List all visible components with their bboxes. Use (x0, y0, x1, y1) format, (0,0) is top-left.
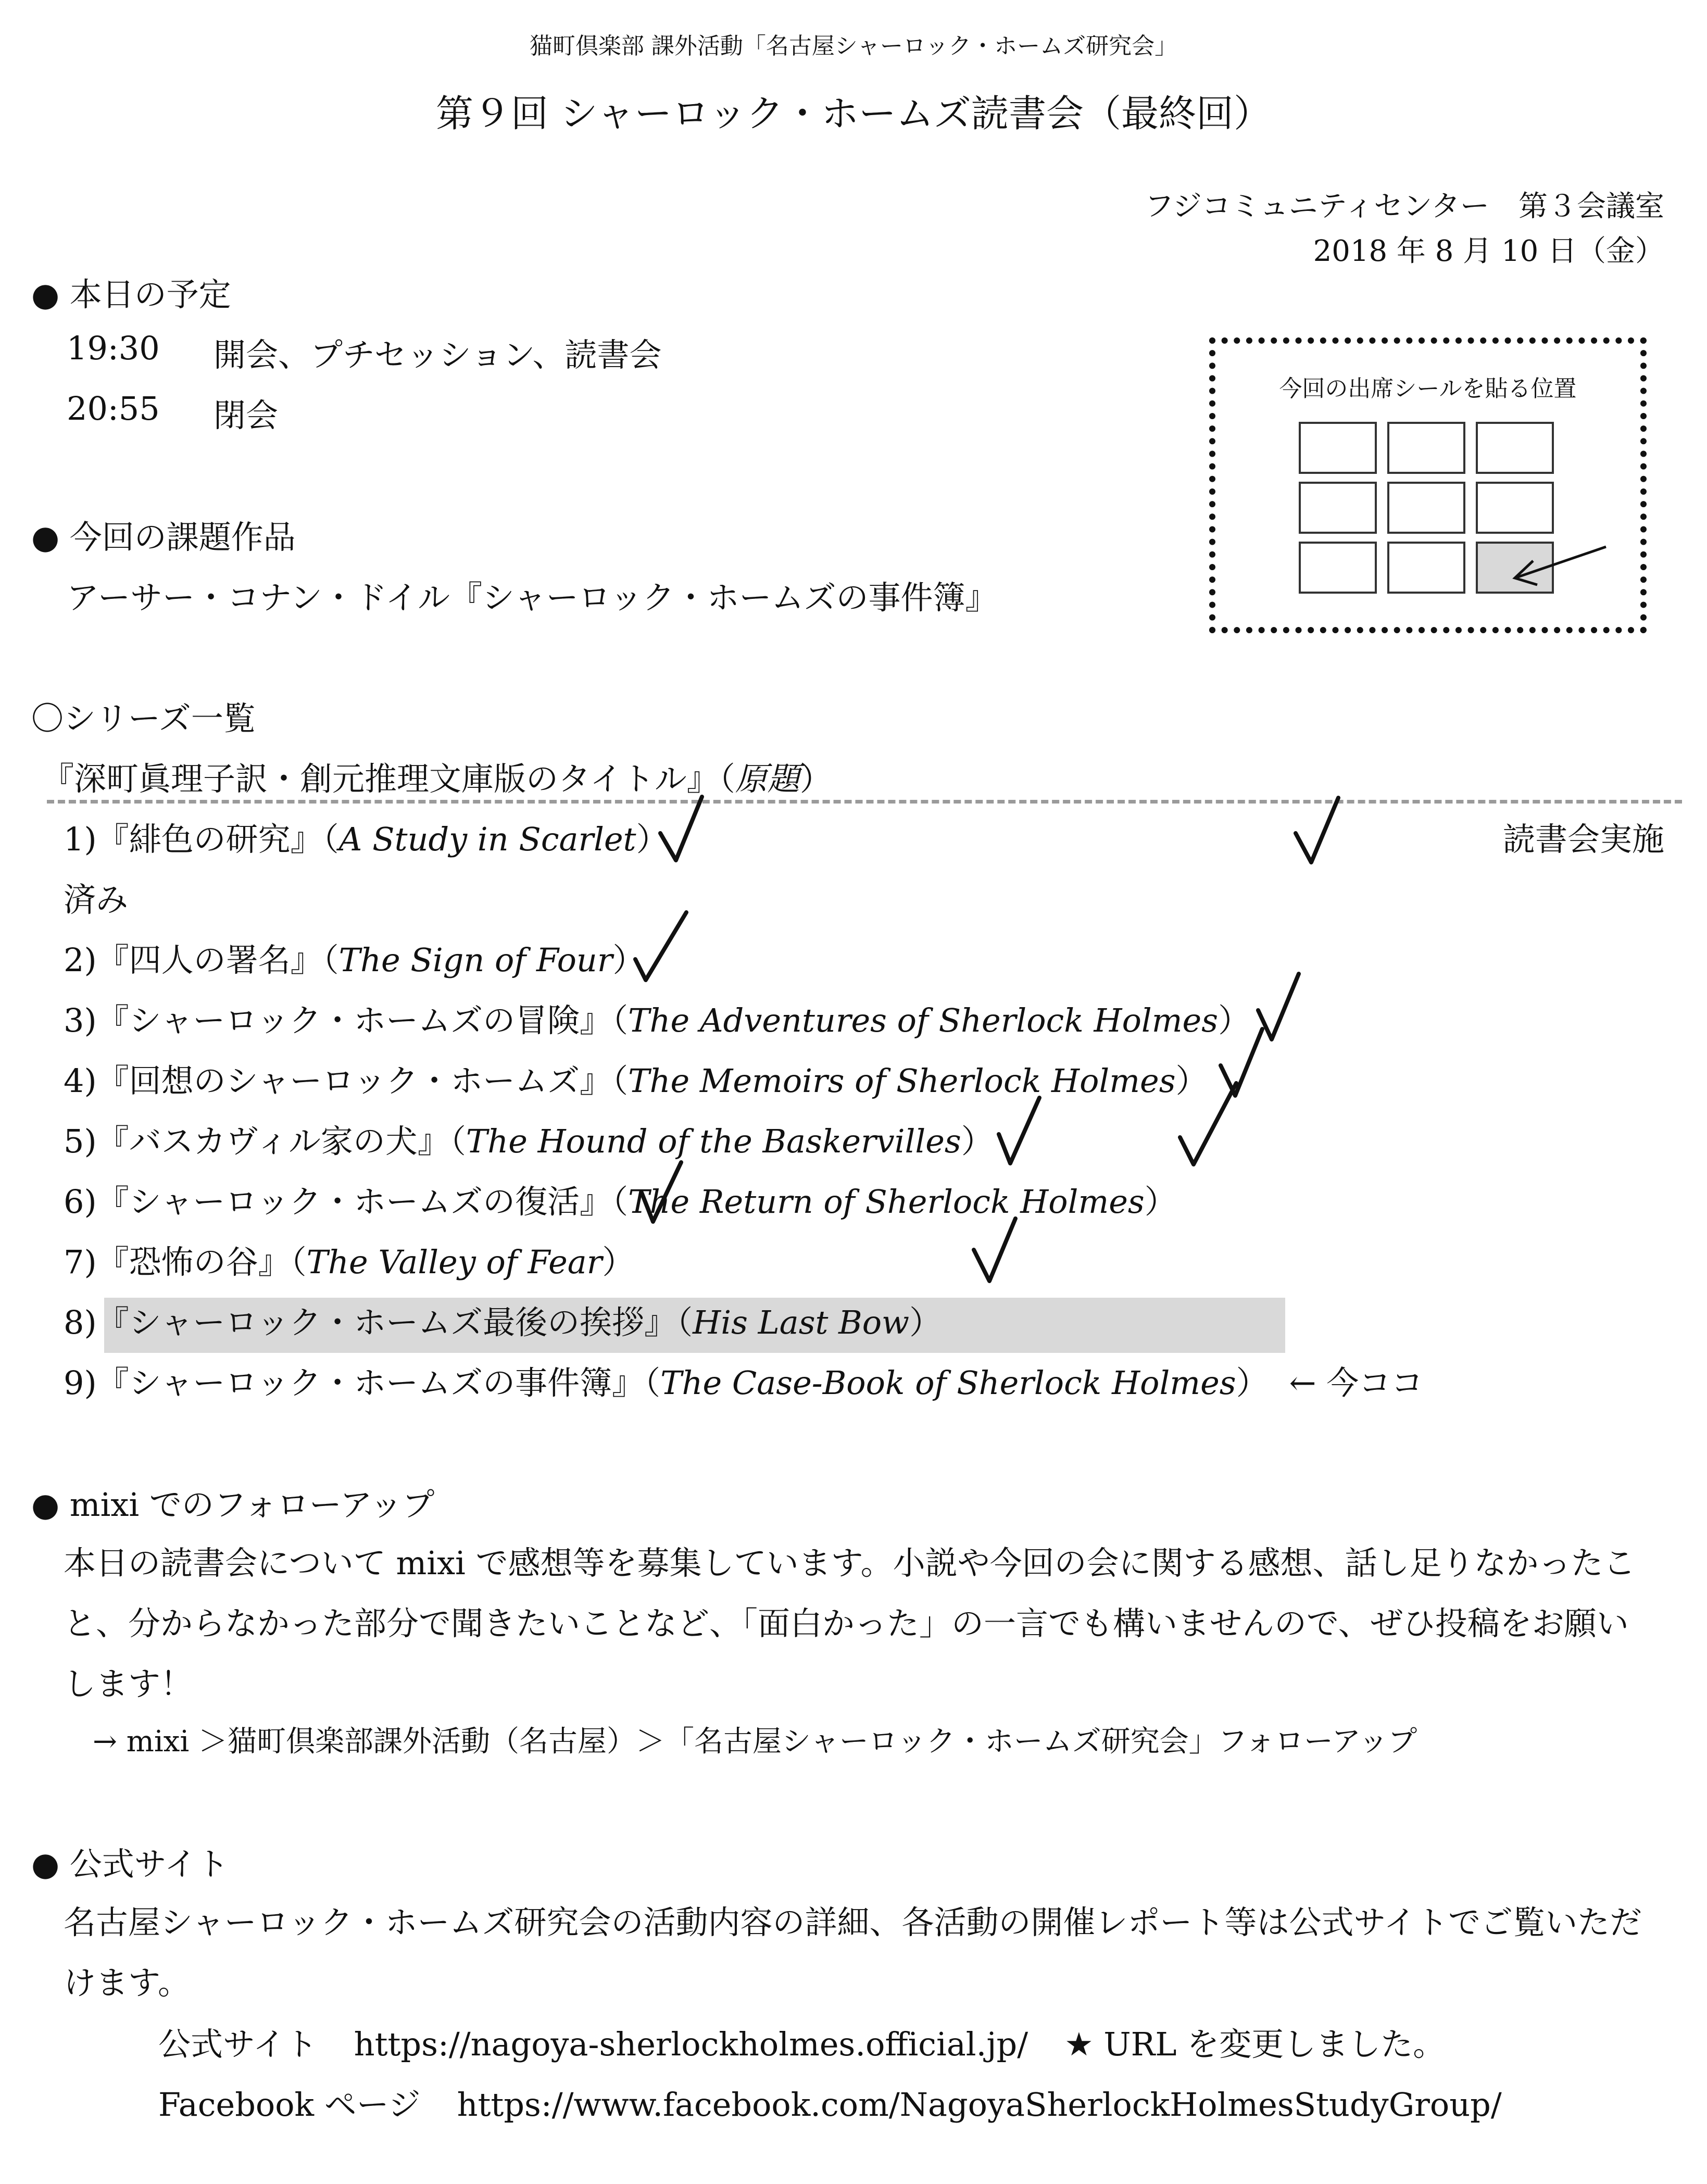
mixi-path: → mixi ＞猫町倶楽部課外活動（名古屋）＞「名古屋シャーロック・ホームズ研究会」フォローアップ (93, 1725, 1417, 1759)
series-item-current: 9)『シャーロック・ホームズの事件簿』（The Case-Book of Sherlock Holmes） ← 今ココ (64, 1364, 1424, 1402)
done-label: 読書会実施 (1502, 820, 1664, 858)
check-icon (642, 1162, 681, 1222)
facebook-row (158, 2079, 1502, 2125)
check-icon (635, 912, 686, 980)
venue-location: フジコミュニティセンター 第３会議室 (1145, 190, 1664, 223)
check-icon (1180, 1083, 1236, 1164)
done-label-cont: 済み (64, 881, 129, 919)
seal-box-title: 今回の出席シールを貼る位置 (1279, 375, 1577, 402)
check-icon (660, 797, 702, 860)
official-body: 名古屋シャーロック・ホームズ研究会の活動内容の詳細、各活動の開催レポート等は公式サイトでご覧いただけます。 (64, 1903, 1642, 2002)
official-site-row (158, 2018, 1445, 2065)
check-icon (1296, 798, 1338, 862)
site-url-link[interactable]: https://nagoya-sherlockholmes.official.jp/ (354, 2025, 1028, 2063)
series-item: 1)『緋色の研究』（A Study in Scarlet） (64, 820, 669, 858)
event-date: 2018 年 8 月 10 日（金） (1313, 234, 1664, 268)
subtitle: 猫町倶楽部 課外活動「名古屋シャーロック・ホームズ研究会」 (529, 33, 1178, 59)
fb-url-link[interactable]: https://www.facebook.com/NagoyaSherlockHolmesStudyGroup/ (457, 2086, 1502, 2124)
mixi-heading: ● mixi でのフォローアップ (31, 1486, 435, 1524)
schedule-time-2: 20:55 (67, 390, 160, 428)
series-item: 6)『シャーロック・ホームズの復活』（The Return of Sherlock Holmes） (64, 1183, 1177, 1221)
schedule-heading: ● 本日の予定 (31, 275, 231, 313)
series-legend: 『深町眞理子訳・創元推理文庫版のタイトル』（原題） (42, 760, 832, 798)
schedule-time-1: 19:30 (67, 329, 160, 367)
site-label: 公式サイト (158, 2025, 318, 2063)
check-icon (1221, 1029, 1262, 1096)
series-item: 2)『四人の署名』（The Sign of Four） (64, 941, 645, 979)
official-heading: ● 公式サイト (31, 1845, 229, 1883)
series-item: 5)『バスカヴィル家の犬』（The Hound of the Baskervilles） (64, 1122, 994, 1160)
current-marker: ← 今ココ (1289, 1364, 1424, 1402)
series-item: 4)『回想のシャーロック・ホームズ』（The Memoirs of Sherlock Holmes） (64, 1062, 1208, 1100)
assigned-heading: ● 今回の課題作品 (31, 518, 296, 556)
schedule-desc-1: 開会、プチセッション、読書会 (214, 336, 662, 374)
mixi-body: 本日の読書会について mixi で感想等を募集しています。小説や今回の会に関する感想、話し足りなかったこと、分からなかった部分で聞きたいことなど、「面白かった」の一言でも構いませんので、ぜひ投稿をお願いします！ (64, 1544, 1636, 1703)
check-icon (974, 1219, 1015, 1281)
assigned-work: アーサー・コナン・ドイル『シャーロック・ホームズの事件簿』 (67, 579, 998, 617)
page-title: 第９回 シャーロック・ホームズ読書会（最終回） (435, 92, 1271, 135)
series-item-highlighted: 8)『シャーロック・ホームズ最後の挨拶』（His Last Bow） (64, 1303, 942, 1341)
check-icon (999, 1098, 1039, 1163)
series-heading: 〇シリーズ一覧 (31, 699, 256, 737)
fb-label: Facebook ページ (158, 2086, 421, 2124)
series-item: 7)『恐怖の谷』（The Valley of Fear） (64, 1243, 635, 1281)
site-note: ★ URL を変更しました。 (1064, 2025, 1446, 2063)
series-item: 3)『シャーロック・ホームズの冒険』（The Adventures of Sherlock Holmes） (64, 1001, 1251, 1039)
schedule-desc-2: 閉会 (214, 396, 279, 434)
